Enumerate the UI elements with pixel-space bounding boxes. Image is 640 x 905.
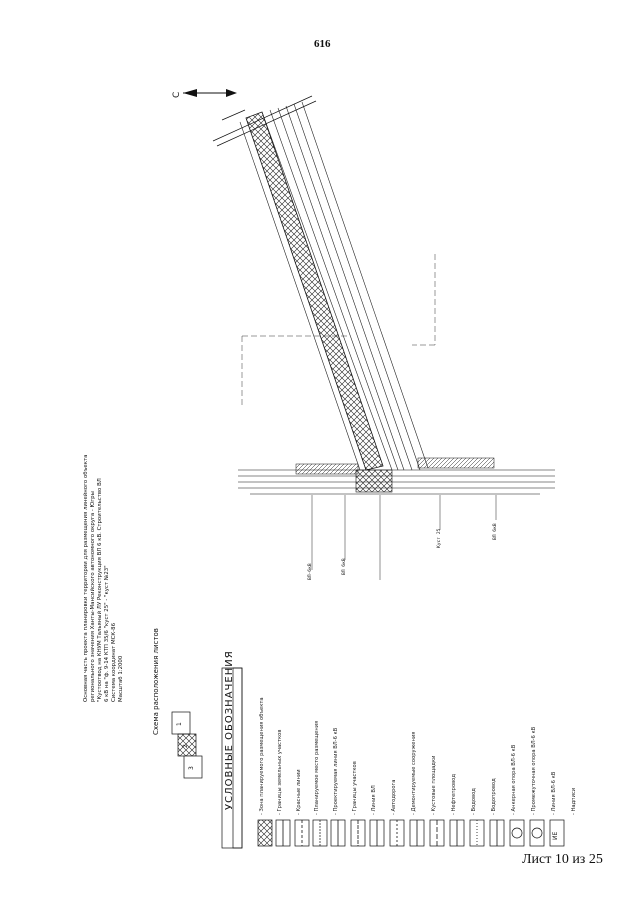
note-line: регионального значения Ханты-Мансийского автономного округа - Югры: [90, 491, 96, 702]
notes-block: [83, 455, 125, 702]
legend-item: - Планируемое место размещения: [314, 720, 320, 815]
scheme-cell-label: 3: [188, 766, 195, 770]
note-line: 6 кВ на "ф. 9-14 КТП 35/6 "куст 25" - "куст №23": [104, 565, 110, 702]
legend-item: - Кустовые площадки: [431, 755, 437, 815]
legend-title: УСЛОВНЫЕ ОБОЗНАЧЕНИЯ: [224, 650, 235, 810]
note-line: Основная часть проекта планировки территории для размещения линейного объекта: [83, 454, 89, 702]
sheet-label: Лист 10 из 25: [522, 852, 603, 867]
leader-lines: [312, 495, 496, 580]
legend-item: - Надписи: [571, 787, 577, 815]
north-arrow-icon: [183, 89, 237, 97]
pipeline-band: [238, 470, 555, 494]
hatched-block-left: [296, 464, 358, 474]
hatched-block-right: [418, 458, 494, 468]
north-label: С: [172, 91, 182, 98]
junction-node: [356, 470, 392, 492]
callout-label: Куст 25: [437, 528, 442, 548]
scheme-cell-label: 2: [182, 744, 189, 748]
planned-zone-area: [246, 112, 383, 470]
callout-label: ВЛ 6кВ: [493, 523, 498, 540]
note-line: Масштаб 1:2000: [118, 655, 124, 702]
legend-item: - Промежуточная опора ВЛ-6 кВ: [531, 726, 537, 815]
legend-item: - Границы участков: [352, 761, 358, 815]
page-number: 616: [314, 38, 331, 50]
legend-item: - Красные линии: [296, 769, 302, 815]
note-line: "Кустоотвод на КНУМ Тальяный ЛУ Реконструкция ВЛ 6 кВ. Строительство ВЛ: [97, 478, 103, 702]
legend-item: - Линия ВЛ: [371, 785, 377, 815]
legend-item: - Линия ВЛ-6 кВ: [551, 771, 557, 815]
scheme-cell-label: 1: [176, 722, 183, 726]
legend-item: - Водовод: [471, 788, 477, 815]
legend-symbol-label: ИЕ: [552, 831, 559, 840]
legend-item: - Демонтируемые сооружения: [411, 731, 417, 815]
legend-item: - Автодорога: [391, 779, 397, 815]
legend-symbols: [258, 820, 564, 846]
legend-item: - Нефтепровод: [451, 774, 457, 815]
callout-label: ВЛ-6кВ: [308, 563, 313, 580]
legend-item: - Водопровод: [491, 778, 497, 815]
scheme-title: Схема расположения листов: [152, 628, 160, 735]
legend-item: - Проектируемая линия ВЛ-6 кВ: [333, 727, 339, 815]
legend-item: - Анкерная опора ВЛ-6 кВ: [511, 744, 517, 815]
legend-item: - Границы земельных участков: [277, 729, 283, 815]
note-line: Система координат МСК-86: [111, 622, 117, 702]
legend-item: - Зона планируемого размещения объекта: [259, 697, 265, 815]
callout-label: ВЛ 6кВ: [342, 558, 347, 575]
